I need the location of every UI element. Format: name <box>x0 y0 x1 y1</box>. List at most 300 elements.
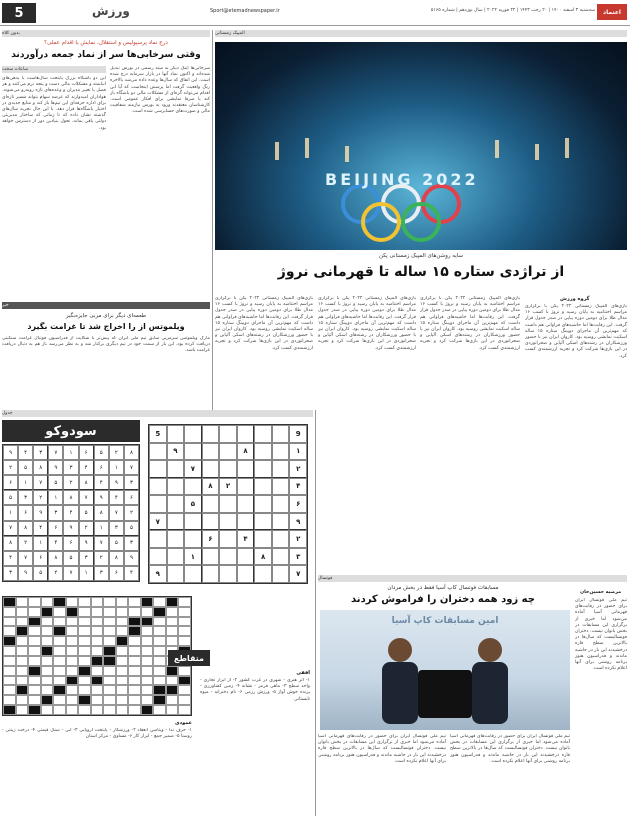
crossword-cell[interactable] <box>128 656 141 666</box>
crossword-cell[interactable] <box>141 636 154 646</box>
sudoku-cell[interactable] <box>237 495 255 513</box>
clues-horizontal-title: افقی <box>296 670 310 676</box>
crossword-cell[interactable] <box>116 656 129 666</box>
crossword-cell[interactable] <box>166 676 179 686</box>
crossword-cell[interactable] <box>141 626 154 636</box>
sudoku-cell[interactable] <box>184 530 202 548</box>
crossword-cell[interactable] <box>41 636 54 646</box>
crossword-cell[interactable] <box>116 646 129 656</box>
sudoku-cell: ۹ <box>33 505 48 520</box>
polo-tag: خبر <box>2 302 210 309</box>
sudoku-cell[interactable]: ۲ <box>289 530 307 548</box>
crossword-cell[interactable] <box>128 705 141 715</box>
sudoku-cell[interactable] <box>202 495 220 513</box>
sudoku-cell[interactable]: ۱ <box>184 548 202 566</box>
crossword-cell[interactable] <box>103 676 116 686</box>
sudoku-cell[interactable] <box>219 460 237 478</box>
crossword-cell[interactable] <box>103 617 116 627</box>
sudoku-cell[interactable] <box>272 495 290 513</box>
crossword-cell[interactable] <box>91 705 104 715</box>
crossword-cell[interactable] <box>78 646 91 656</box>
crossword-grid[interactable] <box>2 596 192 716</box>
crossword-cell[interactable] <box>141 695 154 705</box>
futsal-banner-text: امین مسابقات کاپ آسیا <box>391 616 499 626</box>
crossword-cell[interactable] <box>66 646 79 656</box>
crossword-cell[interactable] <box>78 626 91 636</box>
sudoku-cell[interactable] <box>167 495 185 513</box>
crossword-cell[interactable] <box>3 666 16 676</box>
sudoku-cell[interactable] <box>272 548 290 566</box>
crossword-cell[interactable] <box>153 666 166 676</box>
crossword-cell[interactable] <box>28 607 41 617</box>
sudoku-cell: ۶ <box>94 460 109 475</box>
crossword-cell[interactable] <box>91 626 104 636</box>
futsal-headline[interactable]: چه زود همه دختران را فراموش کردند <box>351 594 535 605</box>
sudoku-cell[interactable] <box>254 425 272 443</box>
crossword-cell[interactable] <box>153 695 166 705</box>
crossword-cell[interactable] <box>41 617 54 627</box>
crossword-cell[interactable] <box>141 656 154 666</box>
crossword-cell[interactable] <box>16 607 29 617</box>
crossword-cell[interactable] <box>3 646 16 656</box>
crossword-cell[interactable] <box>66 617 79 627</box>
crossword-cell[interactable] <box>103 685 116 695</box>
sudoku-cell[interactable] <box>149 460 167 478</box>
sudoku-cell: ۲ <box>18 536 33 551</box>
crossword-cell[interactable] <box>116 676 129 686</box>
sudoku-cell[interactable]: ۲ <box>219 478 237 496</box>
crossword-cell[interactable] <box>153 676 166 686</box>
crossword-cell[interactable] <box>116 617 129 627</box>
sudoku-cell: ۵ <box>33 566 48 581</box>
sudoku-cell[interactable]: ۲ <box>289 460 307 478</box>
sudoku-cell: ۵ <box>124 521 139 536</box>
crossword-cell[interactable] <box>78 705 91 715</box>
crossword-cell[interactable] <box>41 666 54 676</box>
crossword-cell[interactable] <box>103 636 116 646</box>
crossword-cell[interactable] <box>153 705 166 715</box>
crossword-cell[interactable] <box>53 695 66 705</box>
sudoku-cell[interactable]: ۳ <box>289 548 307 566</box>
sudoku-cell[interactable]: ۹ <box>289 513 307 531</box>
sudoku-cell[interactable] <box>202 513 220 531</box>
sudoku-cell: ۴ <box>33 521 48 536</box>
sudoku-cell: ۸ <box>63 490 78 505</box>
sudoku-cell[interactable]: ۹ <box>149 565 167 583</box>
crossword-cell[interactable] <box>103 656 116 666</box>
sudoku-cell[interactable] <box>202 460 220 478</box>
sudoku-cell[interactable] <box>184 425 202 443</box>
crossword-cell[interactable] <box>66 666 79 676</box>
sudoku-cell: ۵ <box>109 536 124 551</box>
olympics-body-2: بازی‌های المپیک زمستانی ۲۰۲۲ پکن با برگزاری مراسم اختتامیه به پایان رسید و نروژ با کسب ۱۶ مدال طلا برای دومین دوره پیاپی در صدر جدول قرار گرفت. این رقابت‌ها اما حاشیه‌های فراوانی هم داشت که مهم‌ترین آن ماجرای دوپینگ ستاره ۱۵ ساله اسکیت نمایشی روسیه بود. کاروان ایران نیز با حضور ورزشکاران در رشته‌های اسکی آلپاین و صحرانوردی در این بازی‌ها شرکت کرد و تجربه ارزشمندی کسب کرد. <box>420 296 520 351</box>
sudoku-cell[interactable]: ۸ <box>202 478 220 496</box>
crossword-cell[interactable] <box>16 676 29 686</box>
sudoku-cell[interactable] <box>237 565 255 583</box>
crossword-cell[interactable] <box>3 705 16 715</box>
sudoku-cell[interactable] <box>237 478 255 496</box>
sudoku-cell[interactable]: ۷ <box>184 460 202 478</box>
sudoku-cell[interactable] <box>184 513 202 531</box>
sudoku-cell: ۹ <box>63 521 78 536</box>
sudoku-cell[interactable] <box>237 513 255 531</box>
crossword-cell[interactable] <box>41 705 54 715</box>
sudoku-cell[interactable] <box>167 460 185 478</box>
crossword-cell[interactable] <box>141 597 154 607</box>
newspaper-logo: اعتماد <box>597 4 627 20</box>
crossword-cell[interactable] <box>28 695 41 705</box>
crossword-cell[interactable] <box>66 685 79 695</box>
sudoku-cell: ۷ <box>124 460 139 475</box>
sudoku-cell[interactable]: ۴ <box>237 530 255 548</box>
sudoku-label: سودوکو <box>2 420 140 442</box>
crossword-cell[interactable] <box>41 626 54 636</box>
crossword-cell[interactable] <box>66 597 79 607</box>
crossword-cell[interactable] <box>78 676 91 686</box>
sudoku-cell[interactable]: 9 <box>289 425 307 443</box>
sudoku-cell[interactable] <box>149 548 167 566</box>
sudoku-cell: ۹ <box>48 460 63 475</box>
crossword-cell[interactable] <box>53 597 66 607</box>
crossword-cell[interactable] <box>41 597 54 607</box>
crossword-cell[interactable] <box>66 636 79 646</box>
crossword-cell[interactable] <box>3 617 16 627</box>
sudoku-cell[interactable]: ۶ <box>289 495 307 513</box>
crossword-cell[interactable] <box>103 626 116 636</box>
sudoku-cell[interactable] <box>272 530 290 548</box>
crossword-cell[interactable] <box>16 666 29 676</box>
crossword-cell[interactable] <box>91 676 104 686</box>
crossword-cell[interactable] <box>91 617 104 627</box>
sudoku-cell[interactable] <box>272 478 290 496</box>
crossword-cell[interactable] <box>103 646 116 656</box>
crossword-cell[interactable] <box>53 607 66 617</box>
sudoku-cell[interactable] <box>219 495 237 513</box>
sudoku-cell[interactable] <box>219 530 237 548</box>
crossword-cell[interactable] <box>53 656 66 666</box>
crossword-cell[interactable] <box>116 695 129 705</box>
crossword-cell[interactable] <box>103 705 116 715</box>
crossword-cell[interactable] <box>91 685 104 695</box>
crossword-cell[interactable] <box>3 626 16 636</box>
crossword-cell[interactable] <box>16 656 29 666</box>
crossword-cell[interactable] <box>178 607 191 617</box>
crossword-cell[interactable] <box>141 685 154 695</box>
crossword-cell[interactable] <box>3 597 16 607</box>
sudoku-cell: ۹ <box>94 490 109 505</box>
sudoku-cell[interactable] <box>167 478 185 496</box>
crossword-cell[interactable] <box>153 656 166 666</box>
crossword-cell[interactable] <box>166 695 179 705</box>
sudoku-cell[interactable]: ۱ <box>289 443 307 461</box>
sudoku-cell[interactable] <box>272 443 290 461</box>
crossword-cell[interactable] <box>53 685 66 695</box>
crossword-cell[interactable] <box>128 626 141 636</box>
crossword-cell[interactable] <box>91 646 104 656</box>
crossword-cell[interactable] <box>28 617 41 627</box>
dateline: سه‌شنبه ۳ اسفند ۱۴۰۰ | ۲۰ رجب ۱۴۴۳ | ۲۲ فوریه ۲۰۲۲ | سال نوزدهم | شماره ۵۱۶۵ <box>430 8 595 13</box>
crossword-cell[interactable] <box>128 597 141 607</box>
olympic-rings-icon <box>215 42 627 250</box>
crossword-cell[interactable] <box>116 685 129 695</box>
section-email[interactable]: Sport@etemadnewspaper.ir <box>210 8 280 14</box>
crossword-cell[interactable] <box>103 597 116 607</box>
crossword-cell[interactable] <box>16 685 29 695</box>
crossword-cell[interactable] <box>28 676 41 686</box>
crossword-cell[interactable] <box>28 636 41 646</box>
sudoku-cell[interactable] <box>184 478 202 496</box>
crossword-cell[interactable] <box>91 607 104 617</box>
sudoku-cell[interactable]: ۶ <box>202 530 220 548</box>
sudoku-cell[interactable] <box>272 425 290 443</box>
crossword-cell[interactable] <box>53 676 66 686</box>
crossword-cell[interactable] <box>41 685 54 695</box>
crossword-cell[interactable] <box>166 636 179 646</box>
crossword-cell[interactable] <box>103 607 116 617</box>
sudoku-cell[interactable] <box>237 425 255 443</box>
sudoku-cell: ۹ <box>109 475 124 490</box>
crossword-cell[interactable] <box>128 695 141 705</box>
crossword-cell[interactable] <box>141 705 154 715</box>
crossword-cell[interactable] <box>116 626 129 636</box>
sudoku-cell: ۸ <box>109 551 124 566</box>
crossword-cell[interactable] <box>16 646 29 656</box>
crossword-cell[interactable] <box>166 705 179 715</box>
futsal-body-1: تیم ملی فوتسال ایران برای حضور در رقابت‌های قهرمانی آسیا آماده می‌شود اما خبری از برگزاری این مسابقات در بخش بانوان نیست. دختران فوتسالیست که سال‌ها در بالاترین سطح قاره درخشیدند این بار در حاشیه ماندند و فدراسیون هنوز برنامه روشنی برای آنها اعلام نکرده است. <box>575 598 627 672</box>
left-kicker: درج نماد پرسپولیس و استقلال، نمایش یا اقدام عملی؟ <box>44 40 168 46</box>
crossword-cell[interactable] <box>66 607 79 617</box>
crossword-cell[interactable] <box>3 695 16 705</box>
crossword-cell[interactable] <box>28 656 41 666</box>
crossword-cell[interactable] <box>16 626 29 636</box>
sudoku-cell[interactable]: ۸ <box>237 443 255 461</box>
crossword-cell[interactable] <box>91 666 104 676</box>
sudoku-cell[interactable]: 5 <box>149 425 167 443</box>
sudoku-cell[interactable] <box>184 565 202 583</box>
crossword-cell[interactable] <box>141 607 154 617</box>
crossword-cell[interactable] <box>53 666 66 676</box>
crossword-cell[interactable] <box>78 636 91 646</box>
crossword-cell[interactable] <box>66 656 79 666</box>
sudoku-cell[interactable] <box>237 460 255 478</box>
crossword-cell[interactable] <box>53 636 66 646</box>
sudoku-cell[interactable] <box>219 425 237 443</box>
left-headline[interactable]: وقتی سرخابی‌ها سر از نماد جمعه درآوردند <box>11 50 201 60</box>
crossword-cell[interactable] <box>153 626 166 636</box>
crossword-cell[interactable] <box>103 695 116 705</box>
sudoku-cell: ۱ <box>79 566 94 581</box>
crossword-cell[interactable] <box>28 666 41 676</box>
crossword-cell[interactable] <box>28 685 41 695</box>
crossword-cell[interactable] <box>3 685 16 695</box>
crossword-cell[interactable] <box>3 607 16 617</box>
sudoku-cell[interactable]: ۷ <box>289 565 307 583</box>
sudoku-cell[interactable] <box>272 565 290 583</box>
sudoku-cell: ۴ <box>109 490 124 505</box>
crossword-cell[interactable] <box>128 685 141 695</box>
crossword-cell[interactable] <box>78 607 91 617</box>
sudoku-cell[interactable] <box>202 565 220 583</box>
crossword-cell[interactable] <box>153 646 166 656</box>
crossword-cell[interactable] <box>153 597 166 607</box>
sudoku-cell[interactable] <box>237 548 255 566</box>
crossword-cell[interactable] <box>141 617 154 627</box>
crossword-cell[interactable] <box>178 666 191 676</box>
crossword-cell[interactable] <box>78 685 91 695</box>
crossword-cell[interactable] <box>28 646 41 656</box>
sudoku-cell[interactable] <box>254 513 272 531</box>
sudoku-cell: ۳ <box>3 566 18 581</box>
crossword-cell[interactable] <box>128 666 141 676</box>
crossword-cell[interactable] <box>16 695 29 705</box>
sudoku-cell[interactable] <box>149 530 167 548</box>
crossword-cell[interactable] <box>78 666 91 676</box>
crossword-cell[interactable] <box>91 636 104 646</box>
crossword-cell[interactable] <box>78 656 91 666</box>
sudoku-cell: ۸ <box>124 445 139 460</box>
sudoku-cell[interactable] <box>219 565 237 583</box>
crossword-cell[interactable] <box>166 597 179 607</box>
crossword-cell[interactable] <box>53 705 66 715</box>
crossword-cell[interactable] <box>3 656 16 666</box>
crossword-cell[interactable] <box>166 626 179 636</box>
crossword-cell[interactable] <box>116 666 129 676</box>
polo-headline[interactable]: ویلموتس از را اخراج شد تا غرامت بگیرد <box>27 322 185 331</box>
crossword-cell[interactable] <box>41 607 54 617</box>
futsal-photo <box>320 610 570 730</box>
crossword-cell[interactable] <box>91 656 104 666</box>
crossword-cell[interactable] <box>66 695 79 705</box>
crossword-cell[interactable] <box>141 646 154 656</box>
crossword-cell[interactable] <box>178 705 191 715</box>
crossword-cell[interactable] <box>166 617 179 627</box>
crossword-cell[interactable] <box>166 685 179 695</box>
sudoku-cell[interactable]: ۷ <box>149 513 167 531</box>
sudoku-cell[interactable] <box>272 460 290 478</box>
crossword-cell[interactable] <box>128 636 141 646</box>
sudoku-grid[interactable] <box>148 424 308 584</box>
crossword-cell[interactable] <box>28 626 41 636</box>
crossword-cell[interactable] <box>78 597 91 607</box>
sudoku-cell: ۲ <box>33 490 48 505</box>
olympics-headline[interactable]: از تراژدی ستاره ۱۵ ساله تا قهرمانی نروژ <box>277 264 565 280</box>
sudoku-cell[interactable] <box>254 565 272 583</box>
sudoku-cell[interactable] <box>254 530 272 548</box>
crossword-cell[interactable] <box>16 597 29 607</box>
crossword-cell[interactable] <box>141 676 154 686</box>
crossword-cell[interactable] <box>28 705 41 715</box>
crossword-cell[interactable] <box>153 636 166 646</box>
crossword-cell[interactable] <box>116 636 129 646</box>
crossword-cell[interactable] <box>178 676 191 686</box>
crossword-cell[interactable] <box>178 695 191 705</box>
crossword-cell[interactable] <box>116 705 129 715</box>
crossword-cell[interactable] <box>16 705 29 715</box>
sudoku-cell: ۲ <box>124 505 139 520</box>
crossword-cell[interactable] <box>41 646 54 656</box>
sudoku-cell: ۳ <box>33 445 48 460</box>
crossword-cell[interactable] <box>3 676 16 686</box>
crossword-cell[interactable] <box>53 617 66 627</box>
sudoku-cell[interactable] <box>254 495 272 513</box>
sudoku-cell[interactable] <box>167 513 185 531</box>
crossword-cell[interactable] <box>103 666 116 676</box>
crossword-cell[interactable] <box>41 676 54 686</box>
sudoku-cell: ۶ <box>63 536 78 551</box>
crossword-cell[interactable] <box>153 607 166 617</box>
crossword-cell[interactable] <box>28 597 41 607</box>
sudoku-cell[interactable] <box>202 548 220 566</box>
sudoku-cell[interactable] <box>167 425 185 443</box>
sudoku-cell[interactable] <box>149 495 167 513</box>
crossword-cell[interactable] <box>91 695 104 705</box>
sudoku-cell[interactable] <box>254 478 272 496</box>
crossword-cell[interactable] <box>53 626 66 636</box>
crossword-cell[interactable] <box>141 666 154 676</box>
crossword-cell[interactable] <box>78 695 91 705</box>
crossword-cell[interactable] <box>53 646 66 656</box>
crossword-cell[interactable] <box>66 626 79 636</box>
sudoku-cell[interactable] <box>254 443 272 461</box>
sudoku-cell[interactable] <box>149 478 167 496</box>
sudoku-cell[interactable] <box>219 513 237 531</box>
sudoku-cell[interactable] <box>149 443 167 461</box>
crossword-cell[interactable] <box>128 646 141 656</box>
sudoku-cell[interactable] <box>202 425 220 443</box>
crossword-cell[interactable] <box>178 685 191 695</box>
sudoku-cell: ۷ <box>18 551 33 566</box>
crossword-cell[interactable] <box>116 597 129 607</box>
sudoku-cell[interactable]: ۵ <box>184 495 202 513</box>
sudoku-cell: ۸ <box>3 536 18 551</box>
crossword-cell[interactable] <box>41 695 54 705</box>
crossword-cell[interactable] <box>166 607 179 617</box>
crossword-cell[interactable] <box>128 607 141 617</box>
crossword-cell[interactable] <box>128 676 141 686</box>
crossword-cell[interactable] <box>41 656 54 666</box>
crossword-cell[interactable] <box>78 617 91 627</box>
sudoku-cell[interactable] <box>219 443 237 461</box>
crossword-cell[interactable] <box>153 685 166 695</box>
crossword-cell[interactable] <box>16 617 29 627</box>
crossword-cell[interactable] <box>3 636 16 646</box>
crossword-cell[interactable] <box>91 597 104 607</box>
crossword-cell[interactable] <box>16 636 29 646</box>
sudoku-cell[interactable] <box>167 530 185 548</box>
crossword-cell[interactable] <box>153 617 166 627</box>
crossword-cell[interactable] <box>178 626 191 636</box>
sudoku-cell[interactable] <box>184 443 202 461</box>
crossword-cell[interactable] <box>166 666 179 676</box>
sudoku-cell[interactable] <box>219 548 237 566</box>
crossword-cell[interactable] <box>66 705 79 715</box>
sudoku-cell[interactable] <box>254 460 272 478</box>
crossword-cell[interactable] <box>178 597 191 607</box>
crossword-cell[interactable] <box>178 636 191 646</box>
sudoku-cell[interactable] <box>167 565 185 583</box>
sudoku-cell[interactable]: ۴ <box>289 478 307 496</box>
crossword-cell[interactable] <box>128 617 141 627</box>
olympics-byline: گروه ورزش <box>560 296 590 302</box>
crossword-cell[interactable] <box>66 676 79 686</box>
sudoku-cell[interactable] <box>167 548 185 566</box>
sudoku-cell[interactable] <box>202 443 220 461</box>
crossword-cell[interactable] <box>116 607 129 617</box>
sudoku-cell[interactable] <box>272 513 290 531</box>
crossword-cell[interactable] <box>178 617 191 627</box>
sudoku-cell[interactable]: ۸ <box>254 548 272 566</box>
sudoku-cell[interactable]: ۹ <box>167 443 185 461</box>
